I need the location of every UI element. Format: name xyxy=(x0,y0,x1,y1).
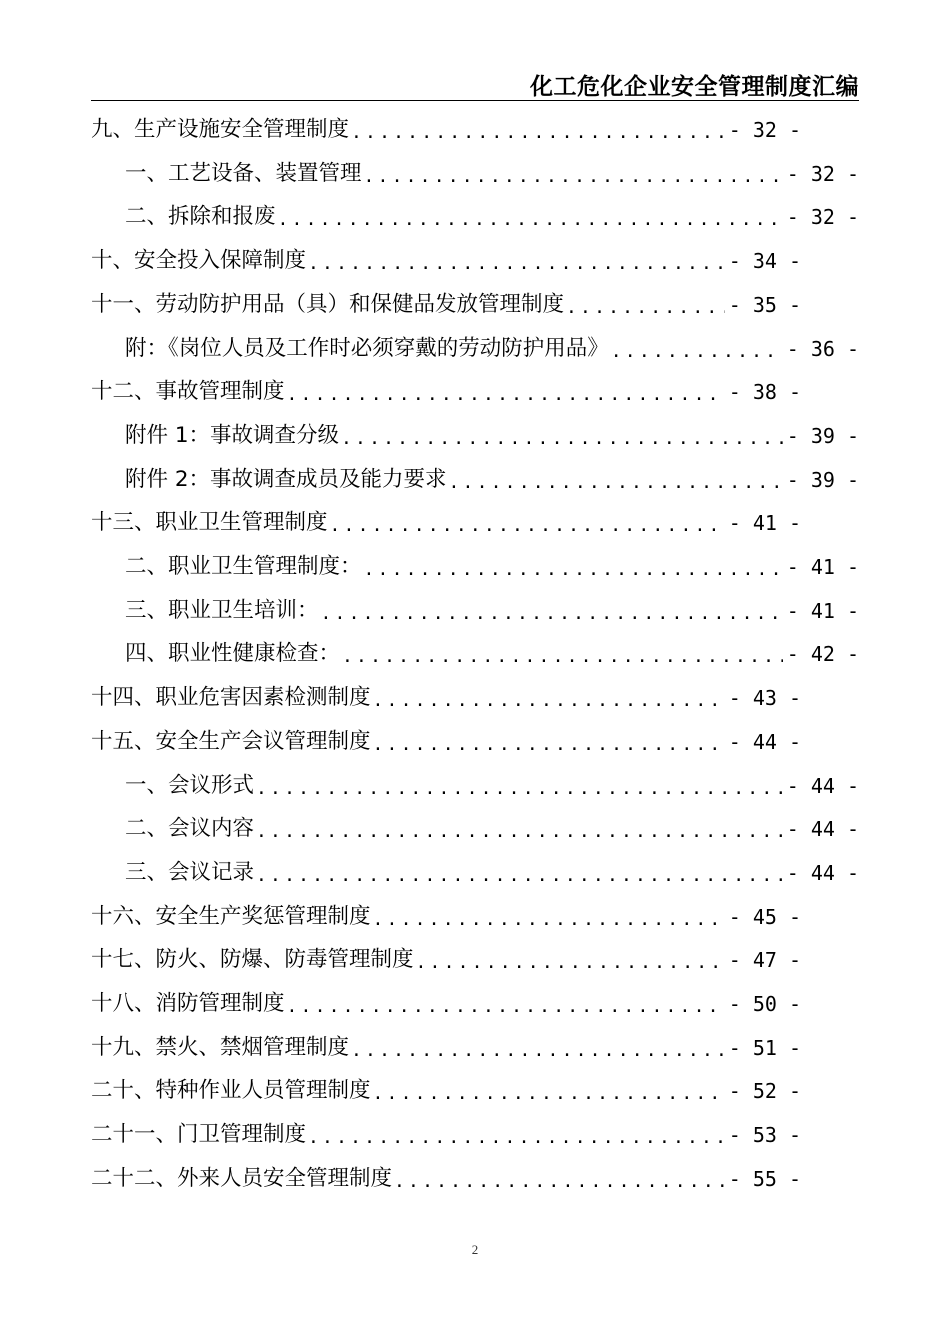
toc-dot-leader xyxy=(566,286,725,327)
toc-entry[interactable] xyxy=(91,370,801,414)
toc-entry[interactable] xyxy=(91,108,801,152)
toc-entry-page: - 32 - xyxy=(728,118,801,142)
toc-dot-leader xyxy=(308,1116,725,1157)
document-title: 化工危化企业安全管理制度汇编 xyxy=(530,74,859,100)
toc-entry[interactable] xyxy=(125,807,859,851)
toc-entry-label: 十七、防火、防爆、防毒管理制度 xyxy=(91,947,414,973)
toc-entry-label: 十三、职业卫生管理制度 xyxy=(91,510,328,536)
toc-entry[interactable] xyxy=(91,1026,801,1070)
toc-entry[interactable] xyxy=(91,982,801,1026)
toc-dot-leader xyxy=(256,810,783,851)
toc-entry[interactable] xyxy=(125,589,859,633)
toc-entry-label: 一、工艺设备、装置管理 xyxy=(125,160,362,186)
toc-dot-leader xyxy=(416,941,725,982)
toc-entry-page: - 43 - xyxy=(728,686,801,711)
toc-entry-label: 附件 2：事故调查成员及能力要求 xyxy=(125,466,447,492)
toc-dot-leader xyxy=(341,417,783,458)
toc-entry-label: 二、职业卫生管理制度： xyxy=(125,554,362,579)
toc-entry-label: 十、安全投入保障制度 xyxy=(91,248,307,274)
toc-entry-label: 二十一、门卫管理制度 xyxy=(91,1122,307,1148)
toc-entry[interactable] xyxy=(125,545,859,589)
toc-entry[interactable] xyxy=(125,764,859,808)
toc-entry-page: - 35 - xyxy=(728,292,801,317)
page-number: 2 xyxy=(471,1242,479,1257)
toc-entry-label: 一、会议形式 xyxy=(125,772,255,798)
toc-dot-leader xyxy=(351,1029,725,1070)
toc-entry[interactable] xyxy=(91,1113,801,1157)
toc-entry-label: 十九、禁火、禁烟管理制度 xyxy=(91,1034,350,1060)
toc-entry-page: - 34 - xyxy=(728,249,801,274)
toc-dot-leader xyxy=(287,985,725,1026)
toc-entry-label: 二十二、外来人员安全管理制度 xyxy=(91,1165,393,1191)
page-header xyxy=(91,66,859,101)
toc-entry-label: 十八、消防管理制度 xyxy=(91,991,285,1016)
toc-entry[interactable] xyxy=(91,1157,801,1201)
toc-entry[interactable] xyxy=(125,632,859,676)
toc-entry[interactable] xyxy=(91,239,801,283)
toc-dot-leader xyxy=(256,854,783,895)
toc-dot-leader xyxy=(321,592,783,633)
toc-entry[interactable] xyxy=(91,720,801,764)
toc-entry-label: 二、拆除和报废 xyxy=(125,204,276,230)
toc-entry-label: 十五、安全生产会议管理制度 xyxy=(91,728,371,754)
toc-entry-page: - 38 - xyxy=(728,380,801,405)
toc-entry[interactable] xyxy=(91,501,801,545)
toc-dot-leader xyxy=(449,461,783,502)
toc-entry[interactable] xyxy=(125,458,859,502)
toc-entry[interactable] xyxy=(91,283,801,327)
toc-entry-label: 附件 1：事故调查分级 xyxy=(125,422,340,448)
toc-dot-leader xyxy=(364,548,783,589)
toc-entry[interactable] xyxy=(125,851,859,895)
toc-entry-page: - 50 - xyxy=(728,992,801,1016)
toc-dot-leader xyxy=(373,898,725,939)
toc-dot-leader xyxy=(364,155,783,196)
toc-entry-page: - 32 - xyxy=(786,161,859,186)
toc-dot-leader xyxy=(373,679,725,720)
toc-dot-leader xyxy=(351,111,725,152)
toc-entry-page: - 41 - xyxy=(786,555,859,579)
toc-entry-page: - 41 - xyxy=(728,511,801,536)
toc-entry-page: - 39 - xyxy=(786,423,859,448)
toc-entry-page: - 44 - xyxy=(786,817,859,842)
toc-entry-label: 十四、职业危害因素检测制度 xyxy=(91,685,371,711)
toc-dot-leader xyxy=(330,504,725,545)
toc-dot-leader xyxy=(611,330,783,371)
toc-entry-page: - 47 - xyxy=(728,948,801,973)
toc-entry-page: - 45 - xyxy=(728,904,801,929)
toc-entry[interactable] xyxy=(125,152,859,196)
toc-entry-page: - 39 - xyxy=(786,467,859,492)
toc-entry[interactable] xyxy=(125,414,859,458)
toc-entry-page: - 44 - xyxy=(786,773,859,798)
toc-dot-leader xyxy=(308,242,725,283)
toc-dot-leader xyxy=(373,1072,725,1113)
toc-entry-page: - 55 - xyxy=(728,1166,801,1191)
toc-entry-label: 四、职业性健康检查： xyxy=(125,641,341,667)
toc-entry-page: - 52 - xyxy=(728,1079,801,1104)
toc-dot-leader xyxy=(256,767,783,808)
toc-entry-label: 十六、安全生产奖惩管理制度 xyxy=(91,903,371,929)
toc-entry[interactable] xyxy=(91,1069,801,1113)
toc-entry[interactable] xyxy=(125,327,859,371)
toc-entry[interactable] xyxy=(91,676,801,720)
toc-dot-leader xyxy=(287,373,725,414)
toc-entry-page: - 51 - xyxy=(728,1035,801,1060)
toc-entry-label: 二十、特种作业人员管理制度 xyxy=(91,1078,371,1104)
toc-entry-page: - 42 - xyxy=(786,642,859,667)
toc-dot-leader xyxy=(342,635,783,676)
toc-entry-label: 附：《岗位人员及工作时必须穿戴的劳动防护用品》 xyxy=(125,335,609,361)
toc-entry[interactable] xyxy=(125,195,859,239)
toc-entry-page: - 44 - xyxy=(786,860,859,885)
toc-entry-page: - 44 - xyxy=(728,729,801,754)
toc-entry-label: 二、会议内容 xyxy=(125,816,255,842)
toc-dot-leader xyxy=(373,723,725,764)
toc-entry-label: 三、会议记录 xyxy=(125,859,255,885)
toc-dot-leader xyxy=(278,198,783,239)
toc-dot-leader xyxy=(394,1160,725,1201)
toc-entry-label: 十一、劳动防护用品（具）和保健品发放管理制度 xyxy=(91,291,565,317)
toc-entry-label: 十二、事故管理制度 xyxy=(91,379,285,405)
toc-entry[interactable] xyxy=(91,895,801,939)
toc-entry-label: 三、职业卫生培训： xyxy=(125,597,319,623)
toc-entry[interactable] xyxy=(91,938,801,982)
toc-entry-page: - 32 - xyxy=(786,205,859,230)
toc-entry-page: - 36 - xyxy=(786,336,859,361)
toc-entry-label: 九、生产设施安全管理制度 xyxy=(91,117,350,142)
toc-entry-page: - 53 - xyxy=(728,1123,801,1148)
toc-entry-page: - 41 - xyxy=(786,598,859,623)
